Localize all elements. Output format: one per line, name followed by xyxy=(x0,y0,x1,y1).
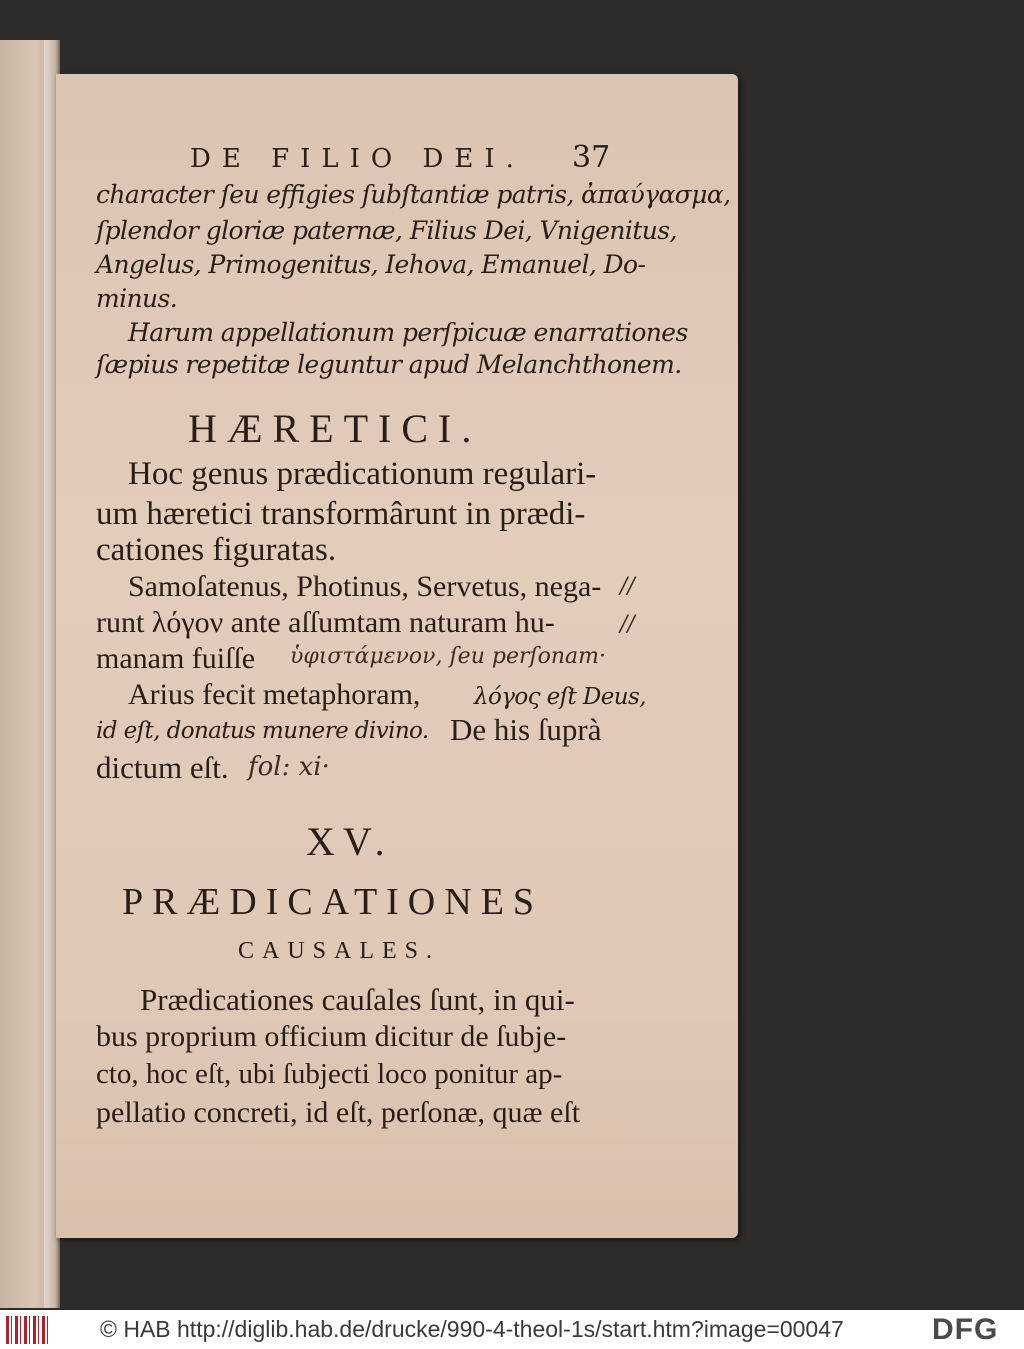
intro-line: ſæpius repetitæ leguntur apud Melanchthonem. xyxy=(96,350,682,379)
intro-line: ſplendor gloriæ paternæ, Filius Dei, Vnigenitus, xyxy=(96,216,677,245)
body-line: manam fuiſſe xyxy=(96,642,256,675)
chapter-subtitle: CAUSALES. xyxy=(238,938,441,964)
handwritten-annotation: ὑφιστάμενον, ſeu perſonam· xyxy=(290,644,607,669)
body-line: pellatio concreti, id eſt, perſonæ, quæ eſt xyxy=(96,1096,581,1129)
page-number: 37 xyxy=(572,140,611,175)
body-line: runt λόγον ante aſſumtam naturam hu- xyxy=(96,606,555,639)
intro-line: character ſeu effigies ſubſtantiæ patris, ἀπαύγασμα, xyxy=(96,180,731,209)
running-head: DE FILIO DEI. xyxy=(190,144,525,174)
body-line-italic: id eſt, donatus munere divino. xyxy=(96,718,429,744)
body-line: um hæretici transformârunt in prædi- xyxy=(96,496,586,532)
chapter-title: PRÆDICATIONES xyxy=(122,881,544,923)
body-line: cationes figuratas. xyxy=(96,532,337,568)
body-line: Arius fecit metaphoram, xyxy=(128,678,421,711)
body-line: De his ſuprà xyxy=(450,712,602,747)
intro-line: Angelus, Primogenitus, Iehova, Emanuel, Do- xyxy=(96,250,646,279)
section-heading: HÆRETICI. xyxy=(188,406,482,451)
body-line: bus proprium officium dicitur de ſubje- xyxy=(96,1020,567,1053)
body-line: dictum eſt. xyxy=(96,750,229,785)
body-line: Prædicationes cauſales ſunt, in qui- xyxy=(140,982,575,1017)
margin-mark: // xyxy=(620,612,635,637)
intro-line: Harum appellationum perſpicuæ enarrationes xyxy=(128,318,688,347)
hab-logo-icon xyxy=(6,1316,48,1344)
margin-mark: // xyxy=(620,574,635,599)
dfg-logo: DFG xyxy=(932,1313,999,1346)
body-line: Hoc genus prædicationum regulari- xyxy=(128,456,597,492)
footer-bar xyxy=(0,1310,1024,1349)
copyright-link[interactable]: © HAB http://diglib.hab.de/drucke/990-4-theol-1s/start.htm?image=00047 xyxy=(100,1316,844,1342)
body-line: cto, hoc eſt, ubi ſubjecti loco ponitur ap- xyxy=(96,1058,563,1090)
handwritten-folio-reference: fol: xi· xyxy=(248,752,330,782)
body-line: Samoſatenus, Photinus, Servetus, nega- xyxy=(128,570,602,603)
chapter-number: XV. xyxy=(306,819,393,864)
intro-line: minus. xyxy=(96,284,178,313)
body-line-italic: λόγος eſt Deus, xyxy=(474,684,646,710)
